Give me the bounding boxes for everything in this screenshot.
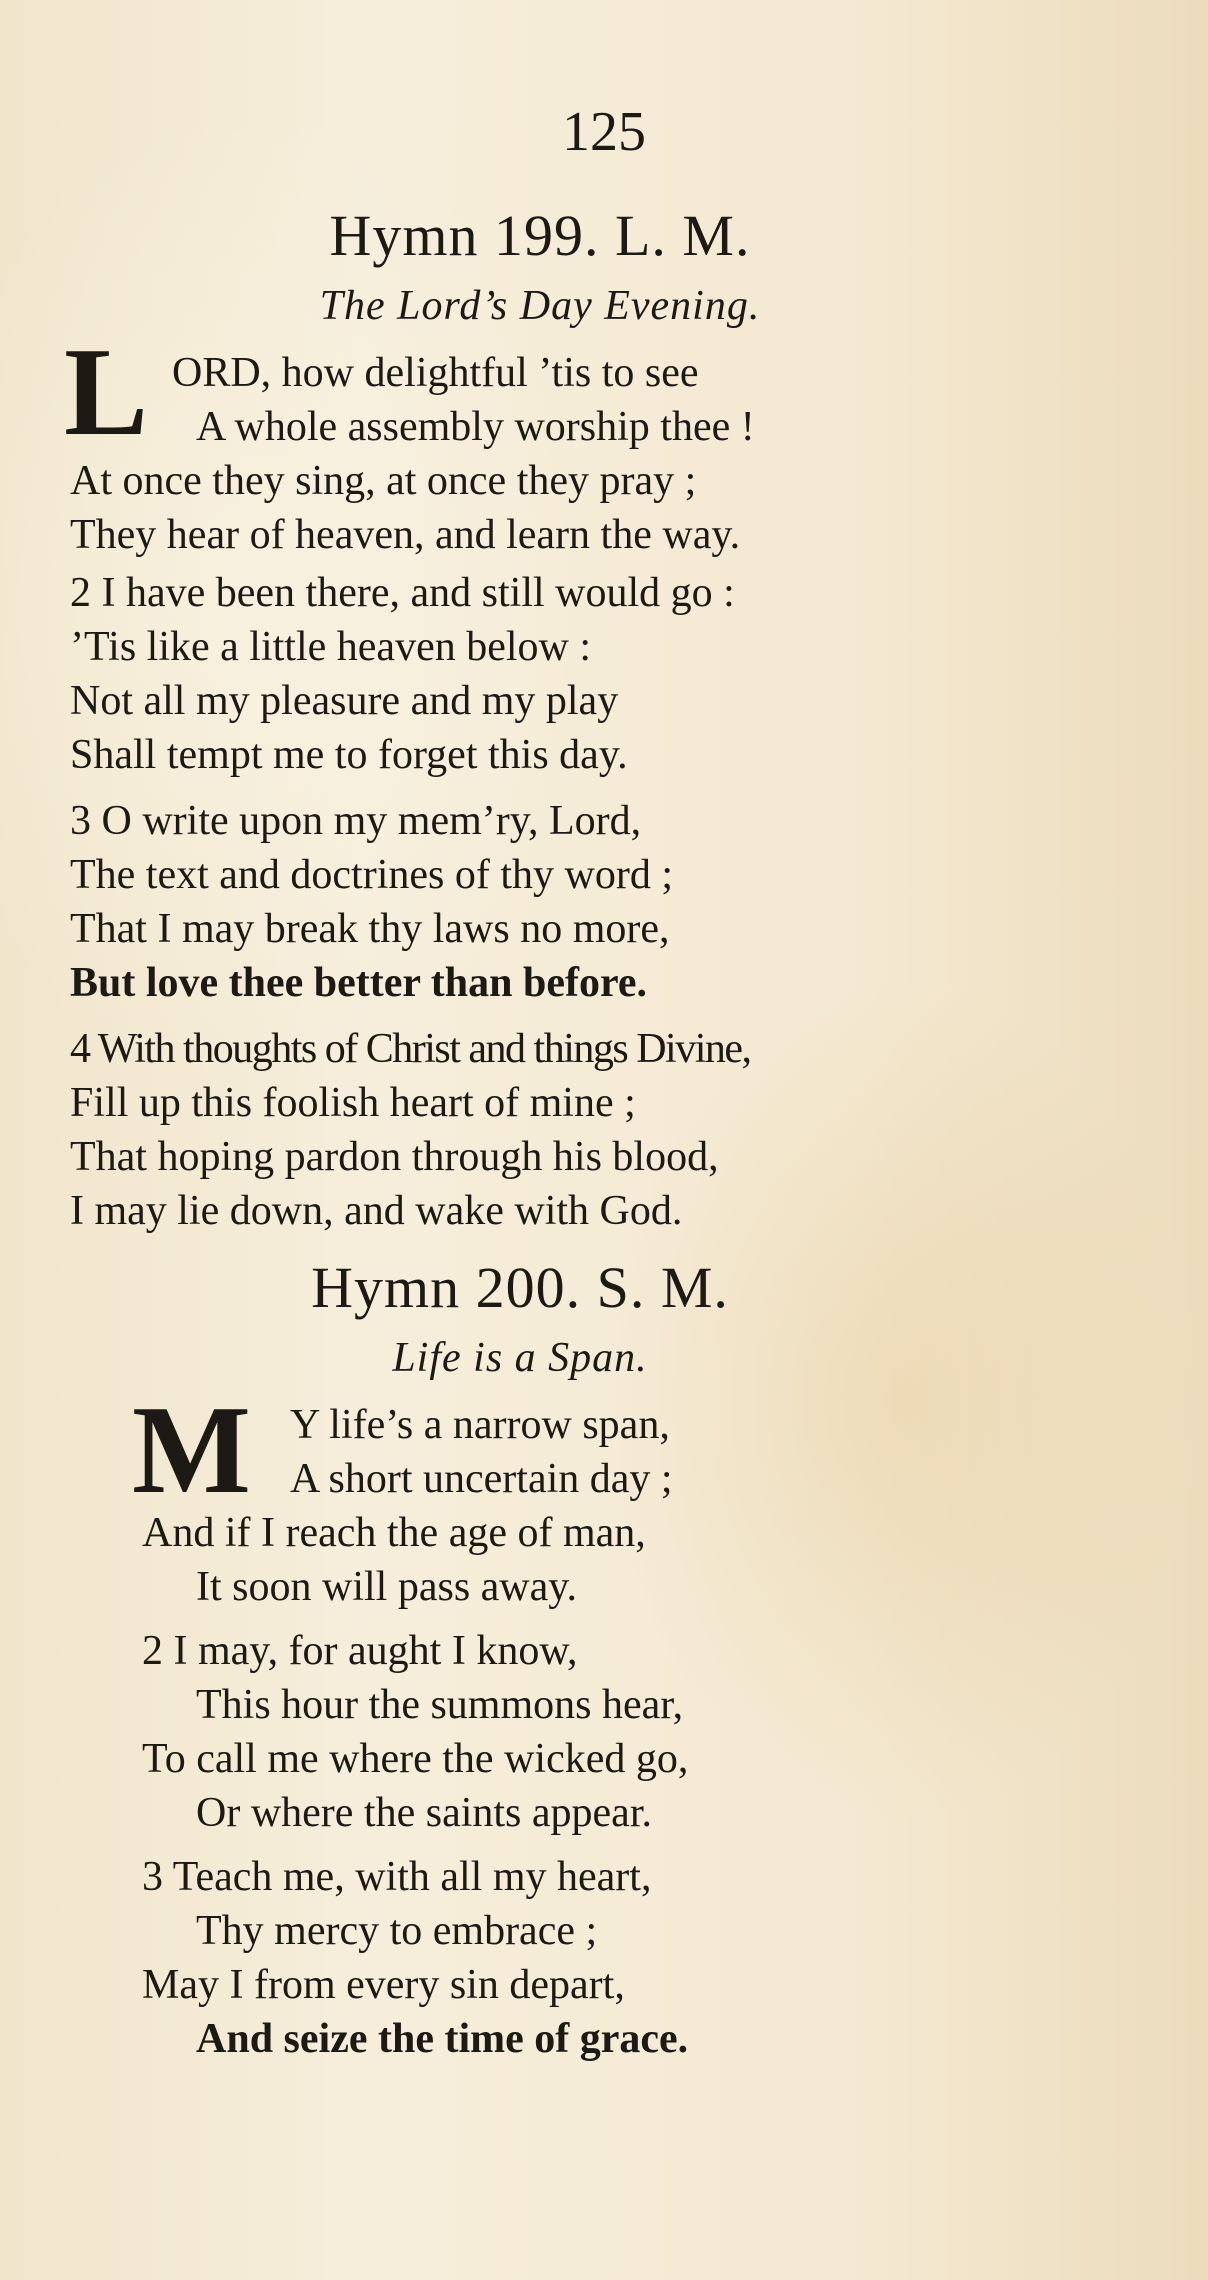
hymn-200-dropcap: M [132, 1381, 251, 1520]
hymn-200-line: And seize the time of grace. [196, 2016, 689, 2062]
hymn-199-line: That I may break thy laws no more, [70, 906, 670, 952]
hymn-199-line: At once they sing, at once they pray ; [70, 458, 697, 504]
hymn-199-line: 2 I have been there, and still would go : [70, 570, 735, 616]
page-number: 125 [562, 101, 646, 163]
hymn-200-line: May I from every sin depart, [142, 1962, 625, 2008]
hymn-199-line: I may lie down, and wake with God. [70, 1188, 683, 1234]
hymn-199-line: ’Tis like a little heaven below : [70, 624, 592, 670]
hymn-199-line: 3 O write upon my mem’ry, Lord, [70, 798, 642, 844]
hymn-200-line: A short uncertain day ; [290, 1456, 673, 1502]
hymn-199-subtitle: The Lord’s Day Evening. [319, 283, 761, 329]
hymn-199-line: Not all my pleasure and my play [70, 678, 619, 724]
hymn-199-line: They hear of heaven, and learn the way. [70, 512, 741, 558]
hymn-200-line: 2 I may, for aught I know, [142, 1628, 578, 1674]
hymn-200-subtitle: Life is a Span. [392, 1335, 648, 1381]
hymn-199-line: A whole assembly worship thee ! [196, 404, 755, 450]
hymn-200-line: Y life’s a narrow span, [290, 1402, 670, 1448]
hymn-199-line: 4 With thoughts of Christ and things Divine, [70, 1026, 751, 1072]
hymn-199-line: But love thee better than before. [70, 960, 648, 1006]
hymn-200-line: Thy mercy to embrace ; [196, 1908, 598, 1954]
hymn-200-line: It soon will pass away. [196, 1564, 578, 1610]
hymn-200-line: 3 Teach me, with all my heart, [142, 1854, 652, 1900]
hymn-199-title: Hymn 199. L. M. [329, 203, 751, 268]
hymn-199-line: ORD, how delightful ’tis to see [172, 350, 699, 396]
hymn-199-line: Shall tempt me to forget this day. [70, 732, 628, 778]
hymn-200-line: To call me where the wicked go, [142, 1736, 689, 1782]
hymn-200-title: Hymn 200. S. M. [311, 1255, 729, 1320]
hymn-199-dropcap: L [64, 323, 149, 462]
hymn-199-line: The text and doctrines of thy word ; [70, 852, 674, 898]
hymn-200-line: Or where the saints appear. [196, 1790, 652, 1836]
hymn-200-line: This hour the summons hear, [196, 1682, 684, 1728]
hymn-199-line: Fill up this foolish heart of mine ; [70, 1080, 636, 1126]
hymn-200-line: And if I reach the age of man, [142, 1510, 646, 1556]
hymn-199-line: That hoping pardon through his blood, [70, 1134, 719, 1180]
